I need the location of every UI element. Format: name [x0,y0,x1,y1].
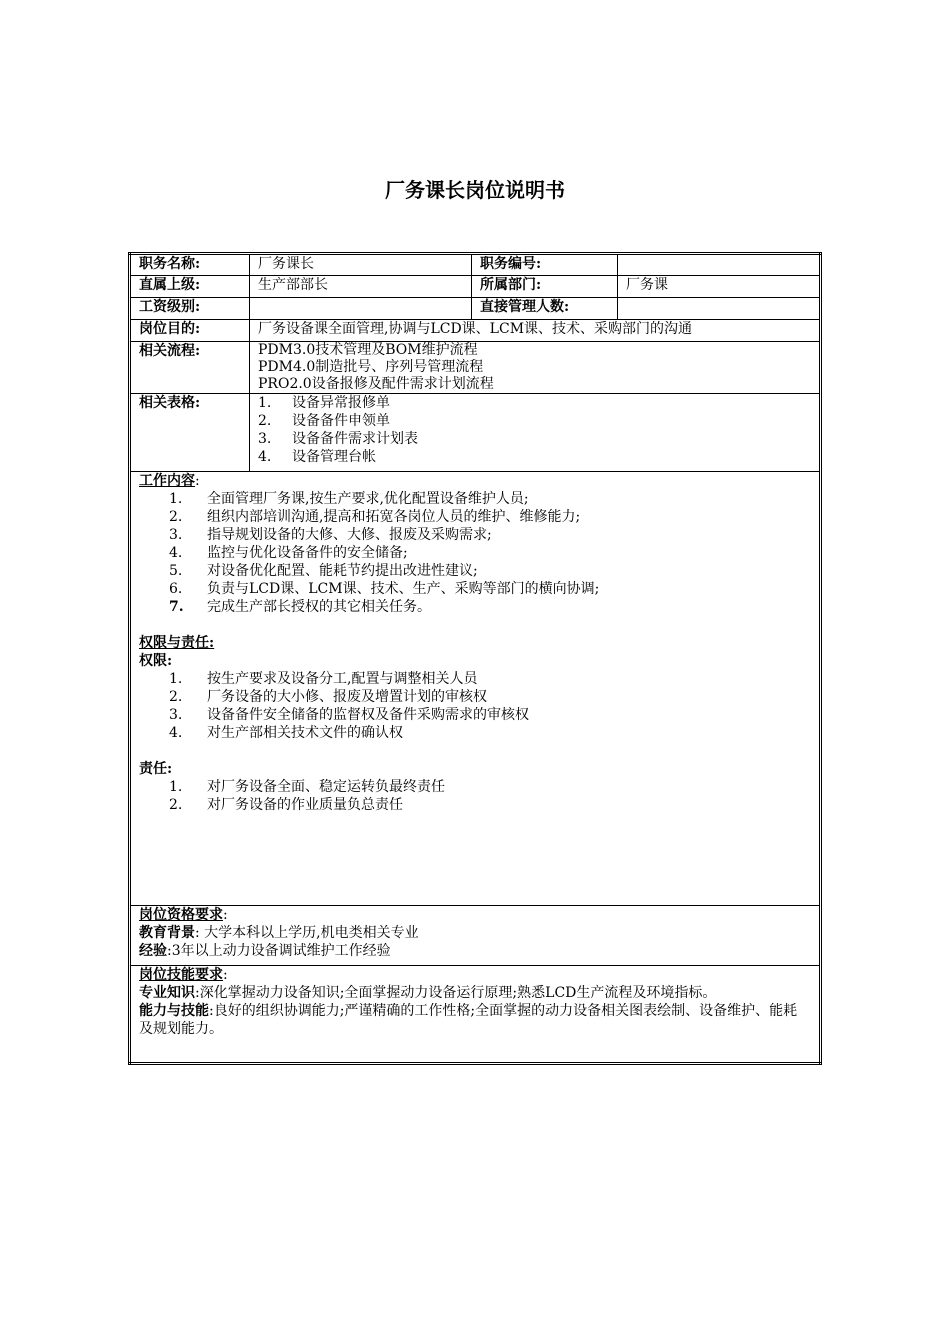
superior-label: 直属上级: [130,276,250,298]
list-item [169,490,811,508]
list-text: 对厂务设备全面、稳定运转负最终责任 [207,779,445,795]
process-item: PRO2.0设备报修及配件需求计划流程 [258,376,494,392]
list-number: 1. [169,491,183,507]
list-text: 设备管理台帐 [292,449,376,465]
list-item [169,526,811,544]
row-superior [130,276,821,298]
row-purpose [130,320,821,342]
work-list [139,490,811,616]
list-number: 6. [169,581,183,597]
job-description-table [128,252,822,1065]
list-text: 设备异常报修单 [292,395,390,411]
list-number: 2. [169,509,183,525]
salary-value [250,298,472,320]
qualification-cell [130,906,821,966]
list-number: 4. [169,545,183,561]
education-label: 教育背景 [139,925,195,941]
list-text: 完成生产部长授权的其它相关任务。 [207,599,431,615]
list-text: 按生产要求及设备分工,配置与调整相关人员 [207,671,478,687]
list-number: 1. [169,671,183,687]
list-text: 全面管理厂务课,按生产要求,优化配置设备维护人员; [207,491,529,507]
list-item [169,562,811,580]
list-text: 组织内部培训沟通,提高和拓宽各岗位人员的维护、维修能力; [207,509,581,525]
purpose-label: 岗位目的: [130,320,250,342]
list-number: 1. [258,395,272,411]
list-text: 对厂务设备的作业质量负总责任 [207,797,403,813]
list-item [169,706,811,724]
list-text: 对生产部相关技术文件的确认权 [207,725,403,741]
row-forms [130,394,821,472]
list-number: 5. [169,563,183,579]
list-number: 4. [258,449,272,465]
purpose-value: 厂务设备课全面管理,协调与LCD课、LCM课、技术、采购部门的沟通 [250,320,821,342]
list-number: 2. [169,689,183,705]
job-code-label: 职务编号: [472,254,618,276]
qualification-colon: : [223,907,228,923]
duty-label: 责任: [139,761,173,777]
work-content-cell [130,472,821,906]
list-text: 设备备件安全储备的监督权及备件采购需求的审核权 [207,707,529,723]
department-value: 厂务课 [618,276,821,298]
qualification-heading [139,906,811,924]
row-skills [130,966,821,1064]
list-item [169,778,811,796]
knowledge-value: :深化掌握动力设备知识;全面掌握动力设备运行原理;熟悉LCD生产流程及环境指标。 [195,985,717,1001]
work-colon: : [195,473,200,489]
job-code-value [618,254,821,276]
forms-list-cell [250,394,821,472]
work-title: 工作内容 [139,473,195,489]
list-item [258,412,811,430]
experience-line [139,942,811,960]
education-value: : 大学本科以上学历,机电类相关专业 [195,925,419,941]
list-item [169,598,811,616]
list-item [258,394,811,412]
skills-colon: : [223,967,228,983]
list-number: 1. [169,779,183,795]
salary-label: 工资级别: [130,298,250,320]
list-text: 监控与优化设备备件的安全储备; [207,545,408,561]
list-text: 对设备优化配置、能耗节约提出改进性建议; [207,563,478,579]
page-title: 厂务课长岗位说明书 [385,178,565,202]
row-work-content [130,472,821,906]
duty-list [139,778,811,814]
knowledge-label: 专业知识 [139,985,195,1001]
skills-heading [139,966,811,984]
list-item [169,688,811,706]
subordinates-value [618,298,821,320]
ability-value: :良好的组织协调能力;严谨精确的工作性格;全面掌握的动力设备相关图表绘制、设备维护、能耗及规划能力。 [139,1003,798,1037]
list-number: 3. [169,527,183,543]
power-label: 权限: [139,653,173,669]
subordinates-label: 直接管理人数: [472,298,618,320]
superior-value: 生产部部长 [250,276,472,298]
job-name-label: 职务名称: [130,254,250,276]
skills-cell [130,966,821,1064]
list-number: 2. [258,413,272,429]
experience-label: 经验 [139,943,167,959]
list-item [258,448,811,466]
list-text: 厂务设备的大小修、报废及增置计划的审核权 [207,689,487,705]
list-number: 7. [169,599,184,615]
department-label: 所属部门: [472,276,618,298]
list-number: 4. [169,725,183,741]
process-item: PDM3.0技术管理及BOM维护流程 [258,342,478,358]
list-item [169,508,811,526]
list-text: 负责与LCD课、LCM课、技术、生产、采购等部门的横向协调; [207,581,600,597]
job-name-value: 厂务课长 [250,254,472,276]
list-text: 指导规划设备的大修、大修、报废及采购需求; [207,527,492,543]
ability-label: 能力与技能 [139,1003,209,1019]
qualification-title: 岗位资格要求 [139,907,223,923]
list-number: 3. [169,707,183,723]
knowledge-line [139,984,811,1002]
row-job-name [130,254,821,276]
work-heading [139,472,811,490]
list-text: 设备备件需求计划表 [292,431,418,447]
list-item [258,430,811,448]
forms-list [258,394,811,466]
list-item [169,724,811,742]
authority-title: 权限与责任: [139,635,215,651]
ability-line [139,1002,811,1038]
row-qualification [130,906,821,966]
row-process [130,342,821,394]
list-item [169,670,811,688]
list-number: 3. [258,431,272,447]
list-number: 2. [169,797,183,813]
education-line [139,924,811,942]
forms-label: 相关表格: [130,394,250,472]
list-item [169,544,811,562]
process-item: PDM4.0制造批号、序列号管理流程 [258,359,484,375]
process-label: 相关流程: [130,342,250,394]
power-list [139,670,811,742]
list-item [169,796,811,814]
row-salary [130,298,821,320]
list-item [169,580,811,598]
skills-title: 岗位技能要求 [139,967,223,983]
list-text: 设备备件申领单 [292,413,390,429]
process-list [250,342,821,394]
experience-value: :3年以上动力设备调试维护工作经验 [167,943,391,959]
